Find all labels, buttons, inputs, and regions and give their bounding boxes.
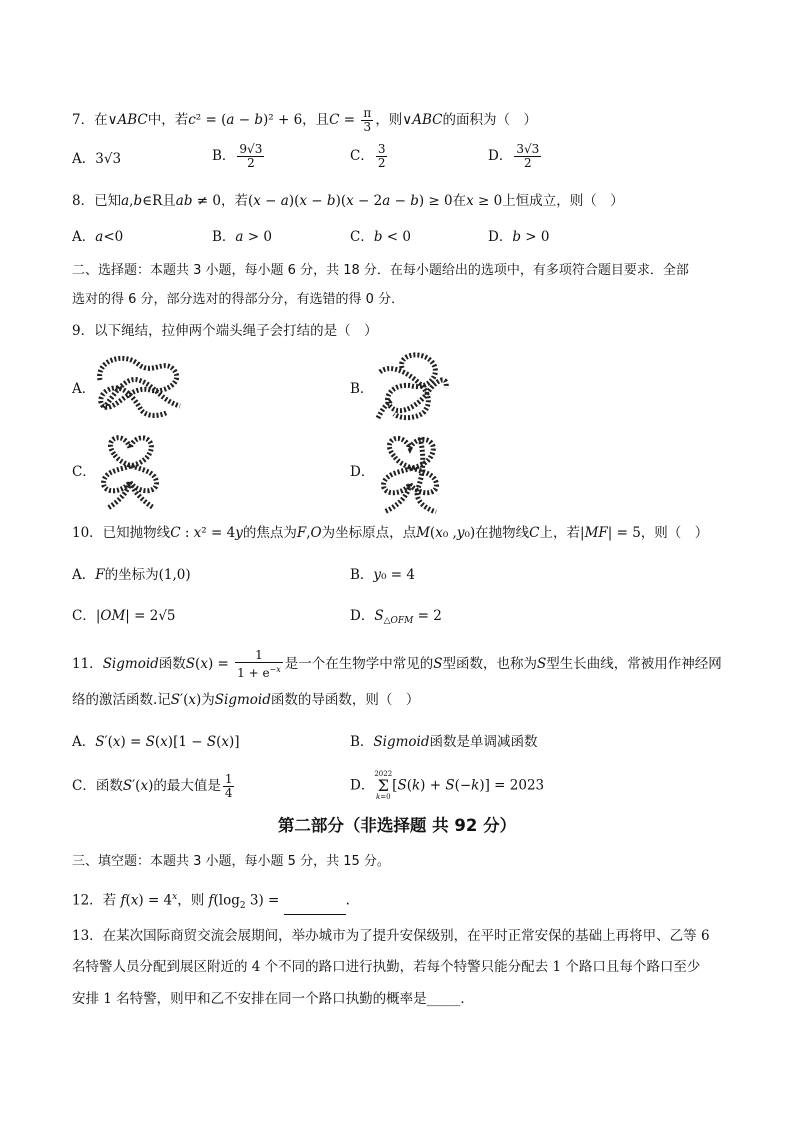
pi-over-3: $\frac{\pi}{3}$ [363, 106, 372, 134]
q9-stem: 9．以下绳结，拉伸两个端头绳子会打结的是（ ） [72, 323, 378, 339]
q10-option-d[interactable]: D．$S_{\triangle OFM} = 2$ [350, 608, 442, 626]
sigmoid-fraction: $\frac{1}{1 + e^{-x}}$ [237, 648, 281, 680]
q9-label-d[interactable]: D． [350, 464, 375, 480]
q10-option-a[interactable]: A．F的坐标为(1,0) [72, 567, 191, 583]
q7-option-c[interactable]: C． $\frac{3}{2}$ [350, 142, 386, 170]
q13-line2: 名特警人员分配到展区附近的 4 个不同的路口进行执勤，若每个特警只能分配去 1 个路口且每个路口至少 [72, 959, 701, 975]
q8-option-d[interactable]: D．b > 0 [488, 229, 550, 245]
q11-line2: 络的激活函数.记S′(x)为Sigmoid函数的导函数，则（ ） [72, 692, 420, 708]
q13-line1: 13．在某次国际商贸交流会展期间，举办城市为了提升安保级别，在平时正常安保的基础上再将甲、乙等 6 [72, 928, 710, 944]
q11-option-b[interactable]: B．Sigmoid函数是单调减函数 [350, 734, 538, 750]
q9-label-c[interactable]: C． [72, 464, 96, 480]
q8-stem: 8．已知a,b∈R且ab ≠ 0，若(x − a)(x − b)(x − 2a − b) ≥ 0在x ≥ 0上恒成立，则（ ） [72, 193, 624, 209]
section3-heading: 三、填空题：本题共 3 小题，每小题 5 分，共 15 分。 [72, 854, 390, 869]
q9-label-b[interactable]: B． [350, 381, 374, 397]
knot-a-image [94, 350, 184, 420]
q9-label-a[interactable]: A． [72, 381, 96, 397]
part2-title: 第二部分（非选择题 共 92 分） [277, 816, 517, 835]
q8-option-b[interactable]: B．a > 0 [212, 229, 272, 245]
q11-option-c[interactable]: C．函数S′(x)的最大值是 $\frac{1}{4}$ [72, 772, 233, 800]
section2-line2: 选对的得 6 分，部分选对的得部分分，有选错的得 0 分． [72, 292, 405, 307]
q11-line1: 11．Sigmoid函数S(x) = $\frac{1}{1 + e^{-x}}$ 是一个在生物学中常见的S型函数，也称为S型生长曲线，常被用作神经网 [72, 648, 722, 680]
q8-option-c[interactable]: C．b < 0 [350, 229, 411, 245]
q7-option-d[interactable]: D． $\frac{3√3}{2}$ [488, 142, 540, 170]
knot-c-image [94, 428, 166, 512]
q10-option-c[interactable]: C．|OM| = 2√5 [72, 608, 176, 624]
q10-option-b[interactable]: B．y₀ = 4 [350, 567, 415, 583]
q12-stem: 12．若 $f(x) = 4^x$，则 $f(\log_2$ 3) = . [72, 888, 350, 915]
knot-d-image [372, 428, 448, 514]
q7-number: 7． [72, 112, 95, 128]
q7-stem: 7．在∨ABC中，若c² = (a − b)² + 6，且C = $\frac{\pi}{3}$ ，则∨ABC的面积为（ ） [72, 106, 537, 134]
q8-number: 8． [72, 193, 95, 209]
q8-option-a[interactable]: A．a<0 [72, 229, 124, 245]
q7-option-b[interactable]: B． $\frac{9√3}{2}$ [212, 142, 263, 170]
section2-line1: 二、选择题：本题共 3 小题，每小题 6 分，共 18 分．在每小题给出的选项中，有多项符合题目要求．全部 [72, 263, 689, 278]
q13-line3: 安排 1 名特警，则甲和乙不安排在同一个路口执勤的概率是_____． [72, 991, 474, 1007]
q7-option-a[interactable]: A．3√3 [72, 151, 122, 167]
q10-stem: 10．已知抛物线C : x² = 4y的焦点为F,O为坐标原点，点M(x₀ ,y₀)在抛物线C上，若|MF| = 5，则（ ） [72, 525, 709, 541]
q11-option-d[interactable]: D． 2022 Σ k=0 [S(k) + S(−k)] = 2023 [350, 770, 545, 801]
q12-answer-blank[interactable] [284, 914, 346, 915]
q11-option-a[interactable]: A．S′(x) = S(x)[1 − S(x)] [72, 734, 240, 750]
knot-b-image [372, 348, 452, 422]
